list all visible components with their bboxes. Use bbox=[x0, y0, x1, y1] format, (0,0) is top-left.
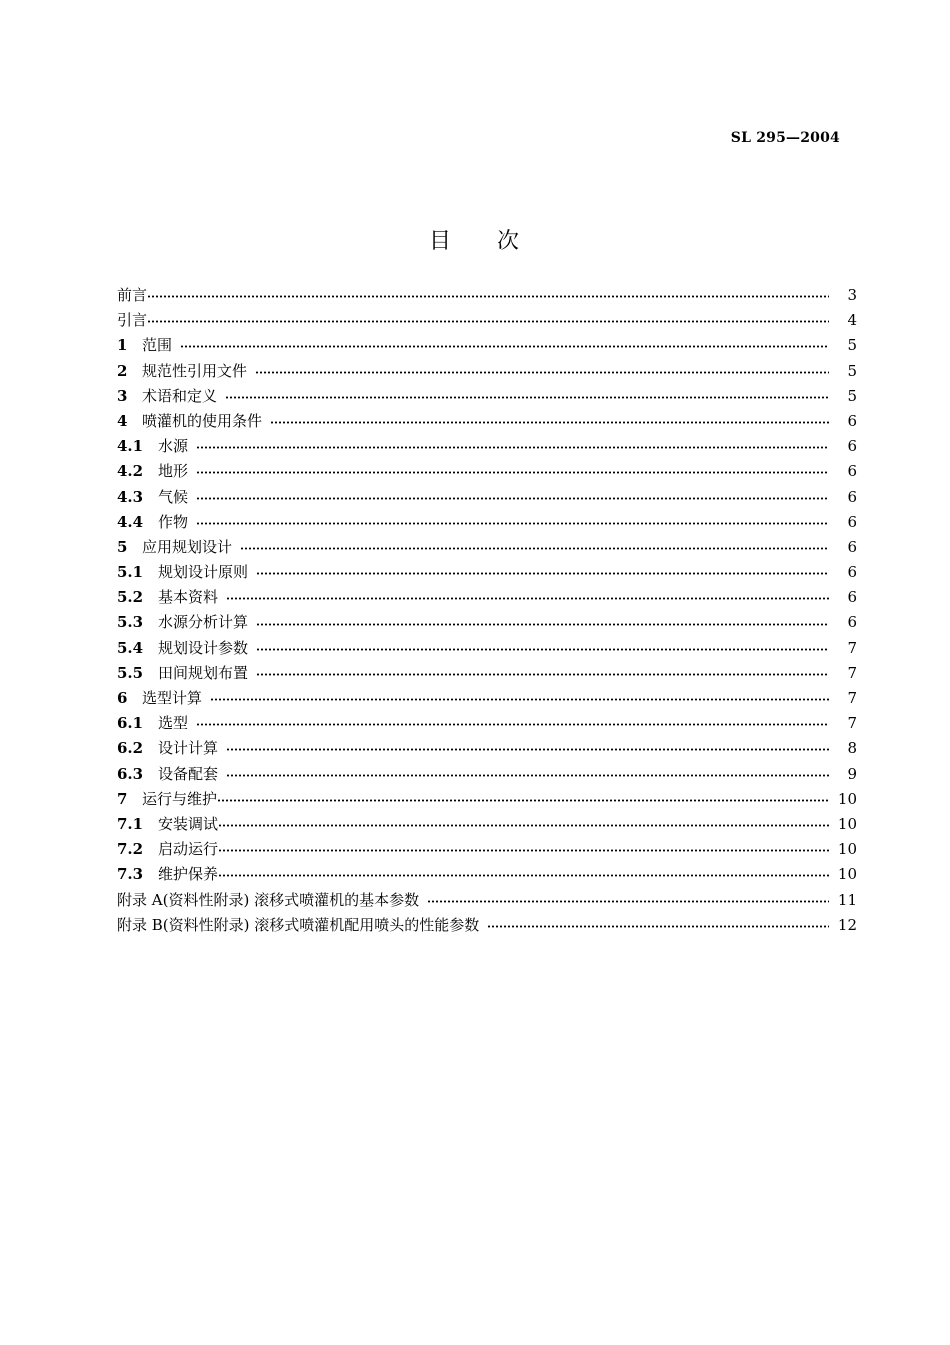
toc-entry-number: 6.3 bbox=[117, 764, 144, 783]
toc-entry[interactable] bbox=[117, 485, 857, 510]
dot-leader bbox=[487, 925, 829, 928]
toc-entry-label: 引言 bbox=[117, 311, 148, 330]
dot-leader bbox=[180, 345, 829, 348]
toc-entry[interactable] bbox=[117, 686, 857, 711]
toc-entry-label: 规划设计参数 bbox=[158, 638, 249, 657]
toc-entry-page: 6 bbox=[847, 462, 857, 481]
toc-entry-page: 10 bbox=[837, 789, 857, 808]
toc-entry-number: 7 bbox=[117, 789, 128, 808]
toc-entry-label: 应用规划设计 bbox=[142, 537, 233, 556]
toc-entry-page: 7 bbox=[847, 689, 857, 707]
toc-entry-number: 5.4 bbox=[117, 638, 144, 657]
toc-entry-label: 水源分析计算 bbox=[158, 613, 249, 632]
toc-entry-number: 6.2 bbox=[117, 739, 144, 758]
dot-leader bbox=[196, 471, 829, 474]
dot-leader bbox=[196, 446, 829, 449]
dot-leader bbox=[270, 421, 829, 424]
dot-leader bbox=[256, 572, 829, 575]
toc-entry-label: 地形 bbox=[158, 462, 189, 481]
toc-entry-page: 11 bbox=[837, 890, 857, 909]
toc-entry-page: 6 bbox=[847, 537, 857, 556]
toc-entry-page: 10 bbox=[837, 865, 857, 884]
toc-entry-page: 7 bbox=[847, 638, 857, 657]
toc-entry-number: 4.3 bbox=[117, 487, 144, 506]
dot-leader bbox=[256, 648, 829, 651]
toc-entry-number: 2 bbox=[117, 361, 128, 380]
toc-entry[interactable] bbox=[117, 888, 857, 913]
toc-entry-page: 6 bbox=[847, 613, 857, 632]
toc-entry-label: 前言 bbox=[117, 286, 148, 304]
dot-leader bbox=[217, 799, 829, 802]
toc-entry-number: 7.2 bbox=[117, 840, 144, 859]
toc-entry-label: 附录 A(资料性附录) 滚移式喷灌机的基本参数 bbox=[117, 890, 420, 909]
toc-entry-label: 范围 bbox=[142, 336, 173, 355]
dot-leader bbox=[255, 371, 829, 374]
toc-entry-label: 维护保养 bbox=[158, 865, 219, 884]
dot-leader bbox=[256, 623, 829, 626]
toc-entry-label: 作物 bbox=[158, 512, 189, 531]
toc-entry-label: 设计计算 bbox=[158, 739, 219, 758]
toc-entry-page: 6 bbox=[847, 512, 857, 531]
toc-entry-page: 4 bbox=[847, 311, 857, 330]
dot-leader bbox=[147, 320, 829, 323]
toc-entry-number: 7.3 bbox=[117, 865, 144, 884]
toc-entry[interactable] bbox=[117, 837, 857, 862]
toc-entry-label: 气候 bbox=[158, 487, 189, 506]
toc-entry-page: 6 bbox=[847, 588, 857, 607]
toc-entry[interactable] bbox=[117, 661, 857, 686]
toc-entry-number: 5 bbox=[117, 537, 128, 556]
toc-entry[interactable] bbox=[117, 913, 857, 938]
toc-entry-page: 3 bbox=[847, 286, 857, 304]
dot-leader bbox=[218, 849, 829, 852]
toc-entry[interactable] bbox=[117, 636, 857, 661]
toc-entry-page: 5 bbox=[847, 361, 857, 380]
toc-entry-page: 10 bbox=[837, 840, 857, 859]
toc-entry-page: 7 bbox=[847, 663, 857, 682]
toc-entry[interactable] bbox=[117, 333, 857, 358]
toc-entry-label: 安装调试 bbox=[158, 814, 219, 833]
table-of-contents bbox=[117, 283, 857, 938]
dot-leader bbox=[218, 874, 829, 877]
dot-leader bbox=[427, 900, 829, 903]
toc-entry-number: 5.2 bbox=[117, 588, 144, 607]
toc-entry-page: 6 bbox=[847, 487, 857, 506]
toc-entry[interactable] bbox=[117, 283, 857, 308]
toc-entry[interactable] bbox=[117, 384, 857, 409]
toc-entry-page: 5 bbox=[847, 336, 857, 355]
toc-entry-number: 4.4 bbox=[117, 512, 144, 531]
toc-entry-number: 5.3 bbox=[117, 613, 144, 632]
toc-entry[interactable] bbox=[117, 308, 857, 333]
toc-entry-label: 选型计算 bbox=[142, 689, 203, 707]
dot-leader bbox=[240, 547, 829, 550]
dot-leader bbox=[218, 824, 829, 827]
page-title bbox=[0, 224, 950, 255]
toc-entry-label: 规划设计原则 bbox=[158, 563, 249, 582]
title-char-1: 目 bbox=[428, 229, 453, 254]
toc-entry-page: 5 bbox=[847, 386, 857, 405]
toc-entry-label: 水源 bbox=[158, 437, 189, 456]
toc-entry-page: 10 bbox=[837, 814, 857, 833]
title-char-2: 次 bbox=[497, 229, 522, 254]
toc-entry[interactable] bbox=[117, 510, 857, 535]
dot-leader bbox=[196, 497, 829, 500]
dot-leader bbox=[210, 698, 829, 701]
toc-entry[interactable] bbox=[117, 862, 857, 887]
toc-entry-number: 4.2 bbox=[117, 462, 144, 481]
toc-entry[interactable] bbox=[117, 434, 857, 459]
toc-entry[interactable] bbox=[117, 560, 857, 585]
toc-entry-page: 12 bbox=[837, 915, 857, 934]
dot-leader bbox=[226, 774, 829, 777]
toc-entry-number: 4.1 bbox=[117, 437, 144, 456]
toc-entry-number: 5.5 bbox=[117, 663, 144, 682]
toc-entry-label: 附录 B(资料性附录) 滚移式喷灌机配用喷头的性能参数 bbox=[117, 915, 480, 934]
toc-entry-number: 1 bbox=[117, 336, 128, 355]
toc-entry-page: 6 bbox=[847, 563, 857, 582]
dot-leader bbox=[225, 396, 829, 399]
toc-entry[interactable] bbox=[117, 409, 857, 434]
toc-entry-label: 基本资料 bbox=[158, 588, 219, 607]
toc-entry-label: 运行与维护 bbox=[142, 789, 218, 808]
toc-entry[interactable] bbox=[117, 812, 857, 837]
toc-entry-number: 5.1 bbox=[117, 563, 144, 582]
dot-leader bbox=[226, 748, 829, 751]
toc-entry[interactable] bbox=[117, 459, 857, 484]
toc-entry-page: 9 bbox=[847, 764, 857, 783]
toc-entry-number: 6.1 bbox=[117, 714, 144, 733]
toc-entry[interactable] bbox=[117, 535, 857, 560]
toc-entry[interactable] bbox=[117, 736, 857, 761]
toc-entry-label: 设备配套 bbox=[158, 764, 219, 783]
toc-entry[interactable] bbox=[117, 610, 857, 635]
toc-entry-label: 田间规划布置 bbox=[158, 663, 249, 682]
toc-entry-number: 3 bbox=[117, 386, 128, 405]
toc-entry-page: 6 bbox=[847, 437, 857, 456]
toc-entry-number: 7.1 bbox=[117, 814, 144, 833]
toc-entry-number: 4 bbox=[117, 411, 128, 430]
toc-entry-page: 8 bbox=[847, 739, 857, 758]
toc-entry-label: 术语和定义 bbox=[142, 386, 218, 405]
toc-entry[interactable] bbox=[117, 585, 857, 610]
toc-entry-page: 6 bbox=[847, 411, 857, 430]
toc-entry[interactable] bbox=[117, 762, 857, 787]
document-code: SL 295—2004 bbox=[730, 130, 840, 146]
dot-leader bbox=[196, 723, 829, 726]
toc-entry-label: 选型 bbox=[158, 714, 189, 733]
toc-entry[interactable] bbox=[117, 711, 857, 736]
toc-entry-number: 6 bbox=[117, 689, 128, 707]
dot-leader bbox=[196, 522, 829, 525]
toc-entry-label: 启动运行 bbox=[158, 840, 219, 859]
toc-entry[interactable] bbox=[117, 359, 857, 384]
toc-entry-page: 7 bbox=[847, 714, 857, 733]
toc-entry[interactable] bbox=[117, 787, 857, 812]
dot-leader bbox=[147, 295, 829, 298]
toc-entry-label: 规范性引用文件 bbox=[142, 361, 248, 380]
dot-leader bbox=[226, 597, 829, 600]
toc-entry-label: 喷灌机的使用条件 bbox=[142, 411, 263, 430]
dot-leader bbox=[256, 673, 829, 676]
